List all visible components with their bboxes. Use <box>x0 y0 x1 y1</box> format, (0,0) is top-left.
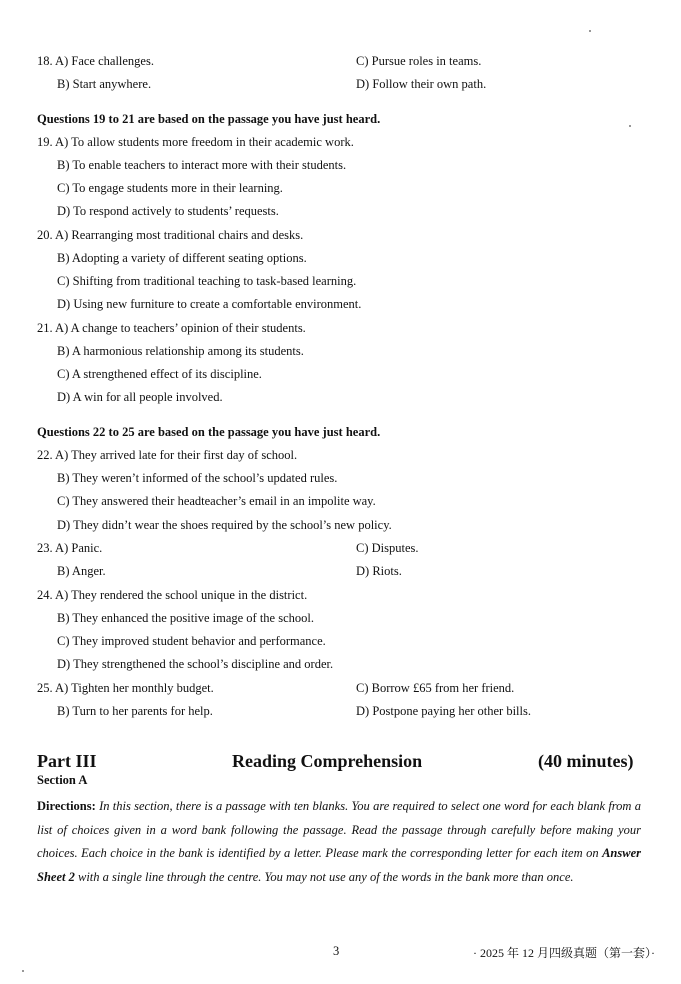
q21-option-d: D) A win for all people involved. <box>57 390 223 404</box>
q21-option-b: B) A harmonious relationship among its students. <box>57 344 304 358</box>
part-title: Reading Comprehension <box>232 751 423 771</box>
scan-speck <box>22 970 24 972</box>
scan-speck <box>629 125 631 127</box>
q21-option-c: C) A strengthened effect of its discipline. <box>57 367 262 381</box>
q25-option-c: C) Borrow £65 from her friend. <box>356 681 515 695</box>
q25-option-a: 25. A) Tighten her monthly budget. <box>37 681 214 695</box>
q19-option-b: B) To enable teachers to interact more with their students. <box>57 158 347 172</box>
q18-option-a: 18. A) Face challenges. <box>37 54 154 68</box>
directions-paragraph <box>37 795 641 889</box>
q21-option-a: 21. A) A change to teachers’ opinion of their students. <box>37 321 306 335</box>
group-heading-22-25: Questions 22 to 25 are based on the passage you have just heard. <box>37 425 381 439</box>
q19-option-d: D) To respond actively to students’ requests. <box>57 204 279 218</box>
q23-option-b: B) Anger. <box>57 564 106 578</box>
part-time: (40 minutes) <box>538 751 634 771</box>
section-label: Section A <box>37 773 88 787</box>
q25-option-b: B) Turn to her parents for help. <box>57 704 213 718</box>
exam-tag: · 2025 年 12 月四级真题（第一套）· <box>473 946 655 960</box>
q25-option-d: D) Postpone paying her other bills. <box>356 704 531 718</box>
q23-option-c: C) Disputes. <box>356 541 419 555</box>
directions-text-1: In this section, there is a passage with ten blanks. You are required to select one word for each blank from a list of choices given in a word bank following the passage. Read the passage through carefully before making your choices. Each choice in the bank is identified by a letter. Please mark the corresponding letter for each item on <box>37 799 641 860</box>
q18-option-d: D) Follow their own path. <box>356 77 487 91</box>
q18-option-b: B) Start anywhere. <box>57 77 152 91</box>
page-number: 3 <box>333 944 340 958</box>
q19-option-a: 19. A) To allow students more freedom in their academic work. <box>37 135 354 149</box>
q22-option-d: D) They didn’t wear the shoes required by the school’s new policy. <box>57 518 392 532</box>
q23-option-d: D) Riots. <box>356 564 402 578</box>
q24-option-b: B) They enhanced the positive image of the school. <box>57 611 314 625</box>
q24-option-a: 24. A) They rendered the school unique in the district. <box>37 588 308 602</box>
directions-text-2: with a single line through the centre. You may not use any of the words in the bank more than once. <box>77 869 574 884</box>
scan-speck <box>589 30 591 32</box>
q20-option-c: C) Shifting from traditional teaching to task-based learning. <box>57 274 357 288</box>
q20-option-b: B) Adopting a variety of different seating options. <box>57 251 307 265</box>
q24-option-c: C) They improved student behavior and performance. <box>57 634 326 648</box>
q19-option-c: C) To engage students more in their learning. <box>57 181 283 195</box>
part-label: Part III <box>37 751 97 771</box>
directions-lead: Directions: <box>37 799 96 813</box>
q20-option-d: D) Using new furniture to create a comfortable environment. <box>57 297 362 311</box>
group-heading-19-21: Questions 19 to 21 are based on the passage you have just heard. <box>37 112 381 126</box>
answer-sheet-ref: Answer Sheet 2 <box>37 846 641 884</box>
q20-option-a: 20. A) Rearranging most traditional chairs and desks. <box>37 228 304 242</box>
q24-option-d: D) They strengthened the school’s discipline and order. <box>57 657 334 671</box>
q18-option-c: C) Pursue roles in teams. <box>356 54 482 68</box>
q22-option-b: B) They weren’t informed of the school’s updated rules. <box>57 471 338 485</box>
q22-option-a: 22. A) They arrived late for their first day of school. <box>37 448 298 462</box>
q23-option-a: 23. A) Panic. <box>37 541 103 555</box>
q22-option-c: C) They answered their headteacher’s email in an impolite way. <box>57 494 376 508</box>
